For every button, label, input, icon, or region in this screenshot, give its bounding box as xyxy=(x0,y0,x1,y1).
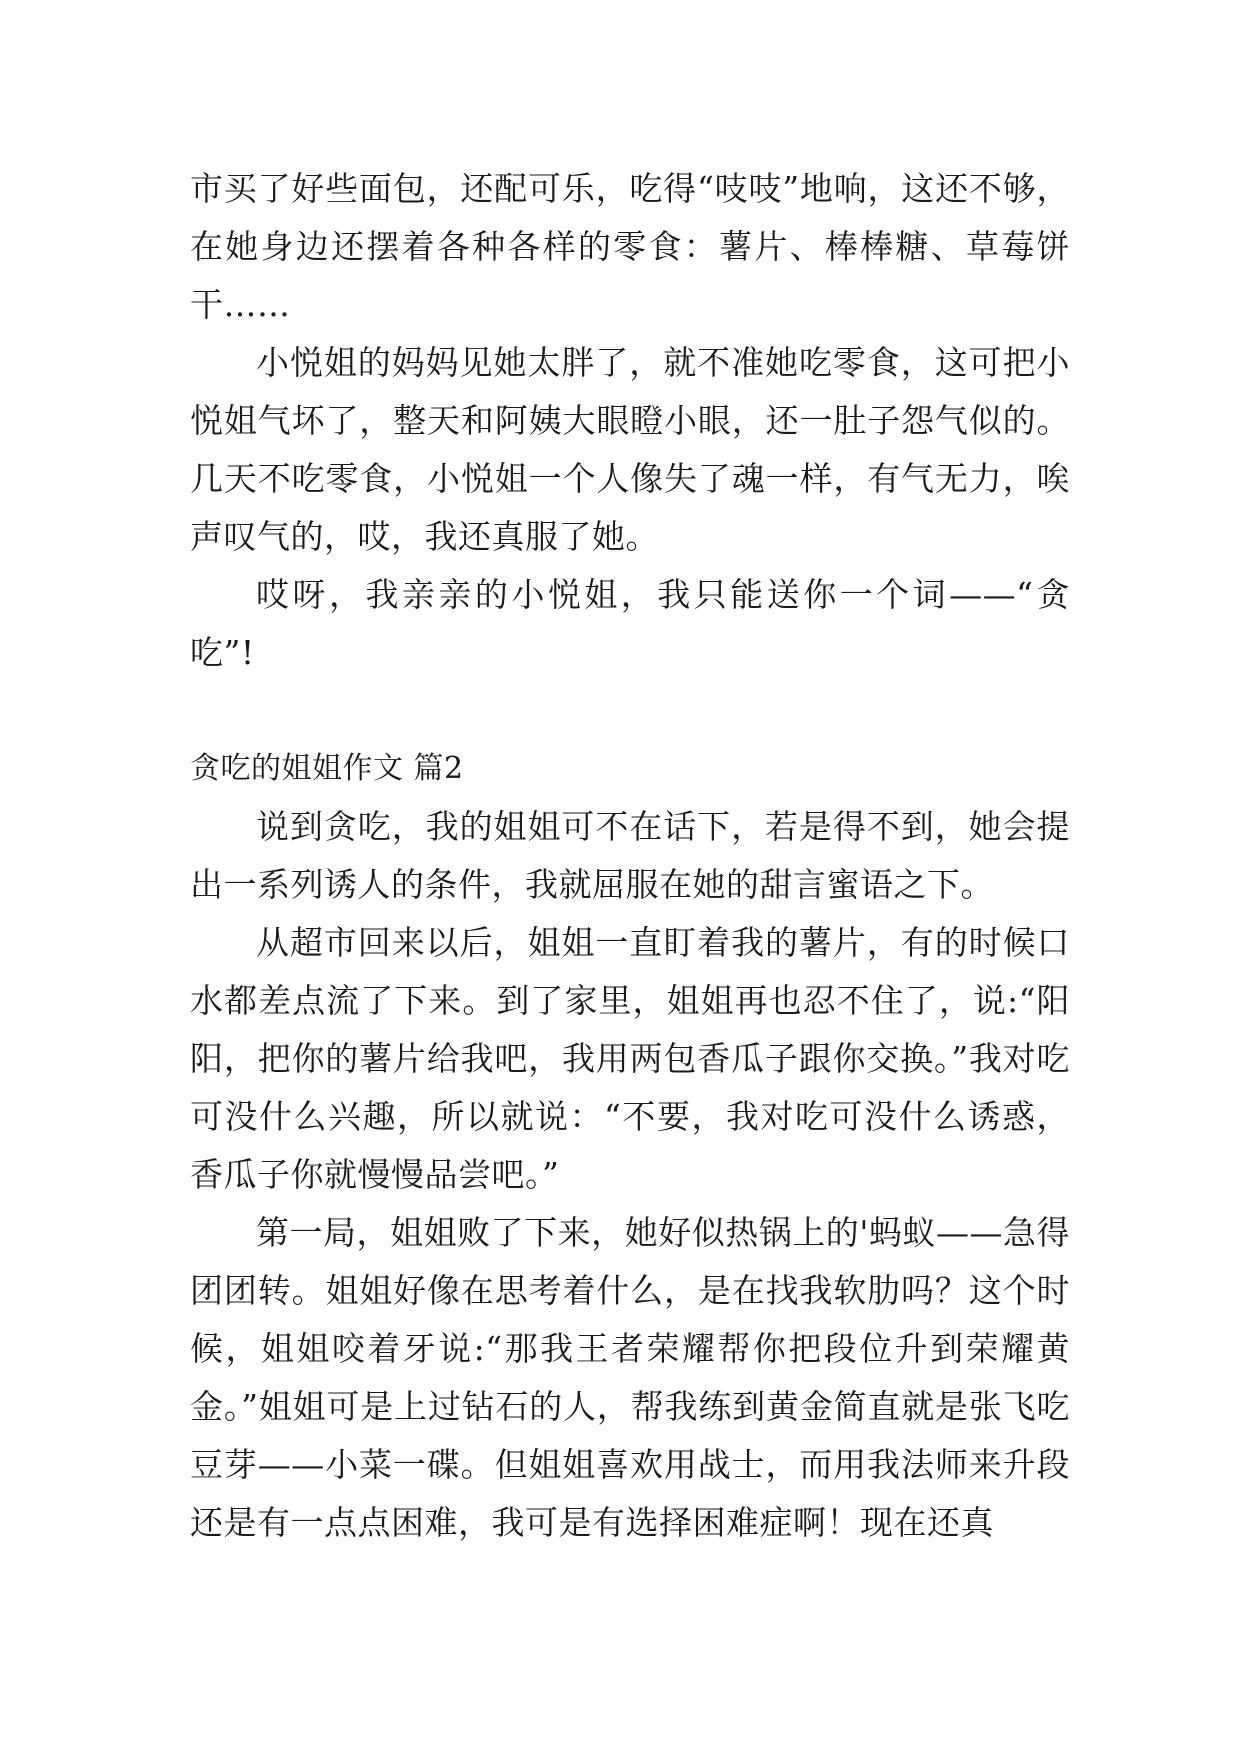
section-title: 贪吃的姐姐作文 篇2 xyxy=(190,751,464,786)
paragraph-6: 第一局，姐姐败了下来，她好似热锅上的'蚂蚁——急得团团转。姐姐好像在思考着什么，是在找我软肋吗？这个时候，姐姐咬着牙说:“那我王者荣耀帮你把段位升到荣耀黄金。”姐姐可是上过钻石的人，帮我练到黄金简直就是张飞吃豆芽——小菜一碟。但姐姐喜欢用战士，而用我法师来升段还是有一点点困难，我可是有选择困难症啊！现在还真 xyxy=(190,1213,1070,1542)
paragraph-5: 从超市回来以后，姐姐一直盯着我的薯片，有的时候口水都差点流了下来。到了家里，姐姐再也忍不住了，说:“阳阳，把你的薯片给我吧，我用两包香瓜子跟你交换。”我对吃可没什么兴趣，所以就说：“不要，我对吃可没什么诱惑，香瓜子你就慢慢品尝吧。” xyxy=(190,923,1070,1194)
paragraph-2: 小悦姐的妈妈见她太胖了，就不准她吃零食，这可把小悦姐气坏了，整天和阿姨大眼瞪小眼，还一肚子怨气似的。几天不吃零食，小悦姐一个人像失了魂一样，有气无力，唉声叹气的，哎，我还真服了她。 xyxy=(190,343,1070,556)
paragraph-4: 说到贪吃，我的姐姐可不在话下，若是得不到，她会提出一系列诱人的条件，我就屈服在她的甜言蜜语之下。 xyxy=(190,807,1070,904)
paragraph-3: 哎呀，我亲亲的小悦姐，我只能送你一个词——“贪吃”! xyxy=(190,575,1070,672)
document-body xyxy=(190,160,1070,1552)
paragraph-1: 市买了好些面包，还配可乐，吃得“吱吱”地响，这还不够，在她身边还摆着各种各样的零食：薯片、棒棒糖、草莓饼干…… xyxy=(190,169,1070,324)
